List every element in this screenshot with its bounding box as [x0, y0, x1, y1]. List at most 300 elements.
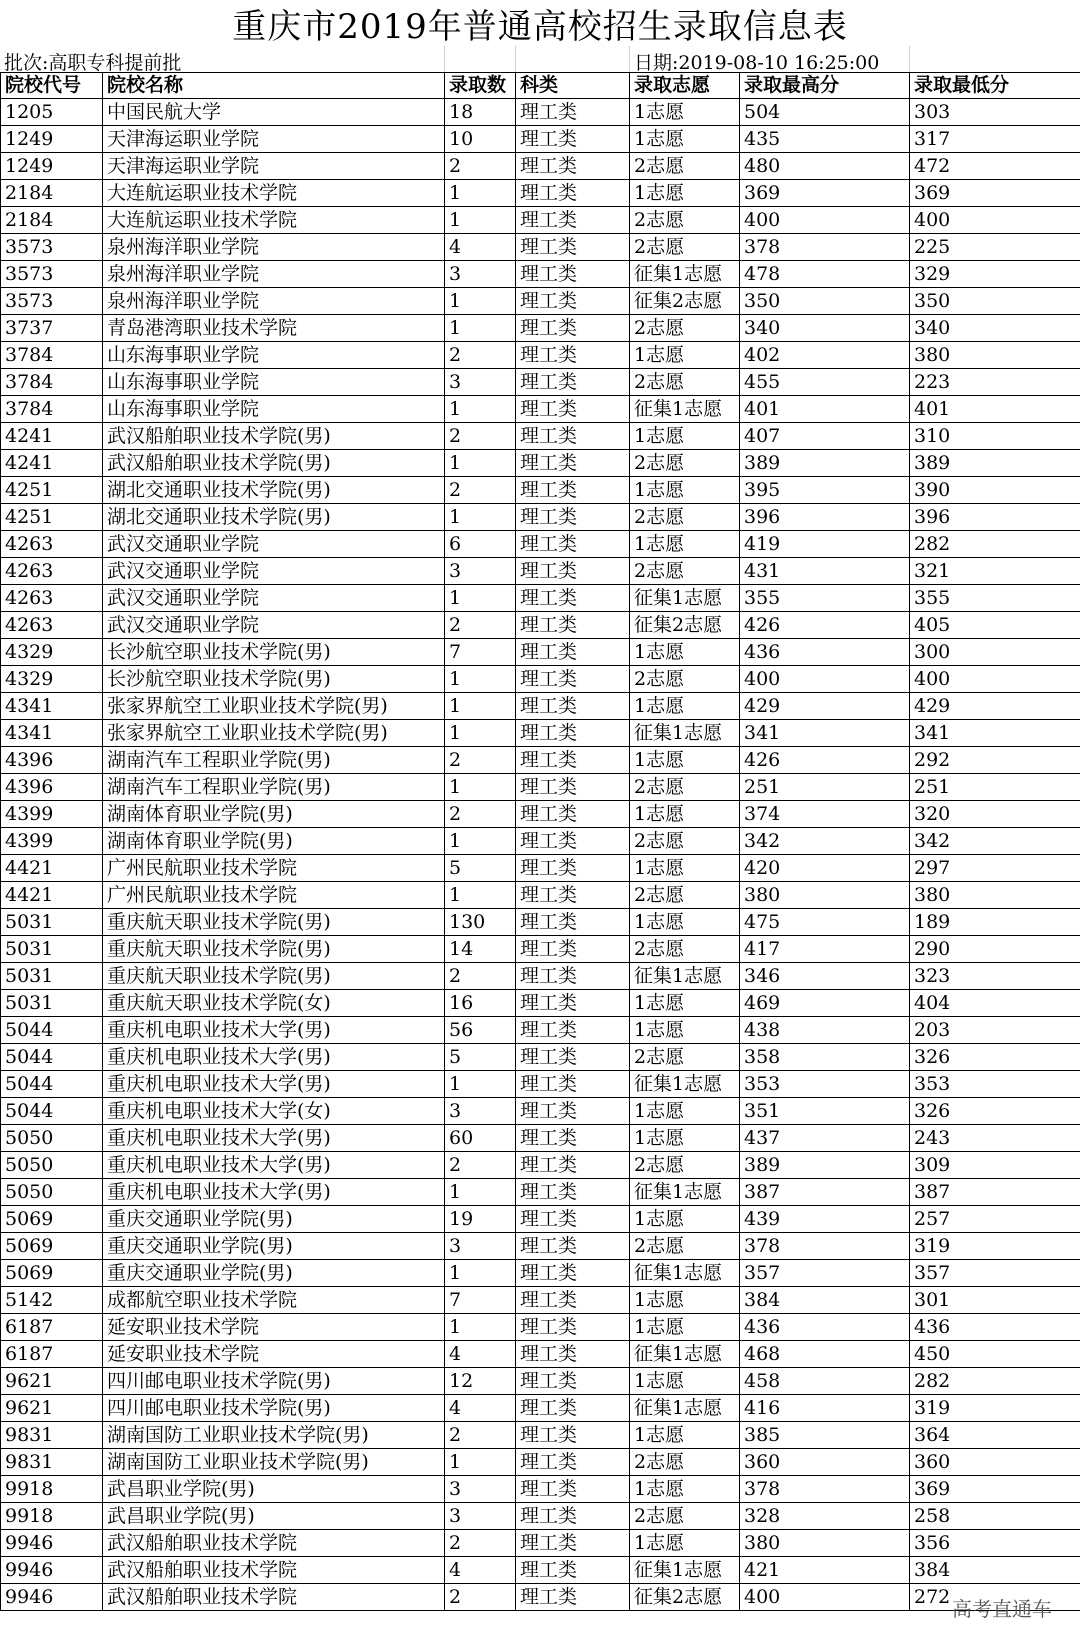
cell-min-score: 400	[910, 666, 1080, 693]
cell-choice: 2志愿	[630, 1503, 740, 1530]
table-row	[1, 639, 1080, 666]
cell-max-score: 380	[740, 1530, 910, 1557]
cell-max-score: 360	[740, 1449, 910, 1476]
cell-admit-count: 6	[445, 531, 516, 558]
cell-admit-count: 1	[445, 315, 516, 342]
cell-category: 理工类	[516, 342, 630, 369]
cell-min-score: 404	[910, 990, 1080, 1017]
cell-min-score: 436	[910, 1314, 1080, 1341]
cell-choice: 1志愿	[630, 423, 740, 450]
cell-admit-count: 19	[445, 1206, 516, 1233]
cell-min-score: 401	[910, 396, 1080, 423]
table-row	[1, 1233, 1080, 1260]
cell-min-score: 243	[910, 1125, 1080, 1152]
cell-min-score: 319	[910, 1395, 1080, 1422]
cell-max-score: 435	[740, 126, 910, 153]
cell-school-name: 泉州海洋职业学院	[103, 234, 445, 261]
cell-max-score: 426	[740, 747, 910, 774]
cell-school-name: 四川邮电职业技术学院(男)	[103, 1395, 445, 1422]
header-category: 科类	[516, 72, 630, 99]
cell-school-code: 5050	[1, 1125, 103, 1152]
cell-min-score: 369	[910, 180, 1080, 207]
cell-school-name: 泉州海洋职业学院	[103, 261, 445, 288]
cell-school-name: 重庆交通职业学院(男)	[103, 1233, 445, 1260]
cell-choice: 1志愿	[630, 342, 740, 369]
cell-admit-count: 4	[445, 234, 516, 261]
cell-school-code: 9946	[1, 1530, 103, 1557]
cell-school-name: 大连航运职业技术学院	[103, 207, 445, 234]
table-row	[1, 1206, 1080, 1233]
table-row	[1, 261, 1080, 288]
cell-school-name: 重庆航天职业技术学院(男)	[103, 963, 445, 990]
cell-choice: 2志愿	[630, 1044, 740, 1071]
cell-choice: 2志愿	[630, 450, 740, 477]
cell-admit-count: 1	[445, 585, 516, 612]
cell-school-code: 9621	[1, 1395, 103, 1422]
table-row	[1, 558, 1080, 585]
cell-choice: 1志愿	[630, 1125, 740, 1152]
cell-school-code: 4329	[1, 639, 103, 666]
cell-min-score: 321	[910, 558, 1080, 585]
table-row	[1, 693, 1080, 720]
cell-school-code: 4263	[1, 585, 103, 612]
cell-max-score: 475	[740, 909, 910, 936]
cell-category: 理工类	[516, 639, 630, 666]
cell-max-score: 431	[740, 558, 910, 585]
cell-max-score: 346	[740, 963, 910, 990]
cell-category: 理工类	[516, 774, 630, 801]
cell-school-code: 1249	[1, 153, 103, 180]
table-row	[1, 1071, 1080, 1098]
header-school-code: 院校代号	[1, 72, 103, 99]
cell-school-name: 武汉交通职业学院	[103, 558, 445, 585]
cell-choice: 征集2志愿	[630, 288, 740, 315]
cell-max-score: 400	[740, 666, 910, 693]
cell-school-code: 5044	[1, 1017, 103, 1044]
cell-admit-count: 2	[445, 612, 516, 639]
table-row	[1, 1368, 1080, 1395]
cell-max-score: 395	[740, 477, 910, 504]
table-row	[1, 450, 1080, 477]
cell-choice: 2志愿	[630, 153, 740, 180]
cell-school-name: 重庆机电职业技术大学(男)	[103, 1179, 445, 1206]
cell-admit-count: 1	[445, 882, 516, 909]
cell-category: 理工类	[516, 963, 630, 990]
cell-max-score: 439	[740, 1206, 910, 1233]
cell-min-score: 310	[910, 423, 1080, 450]
cell-admit-count: 1	[445, 828, 516, 855]
cell-choice: 征集1志愿	[630, 963, 740, 990]
table-row	[1, 1098, 1080, 1125]
cell-school-code: 5031	[1, 909, 103, 936]
cell-school-code: 3784	[1, 369, 103, 396]
cell-admit-count: 2	[445, 1530, 516, 1557]
cell-min-score: 384	[910, 1557, 1080, 1584]
info-row	[0, 46, 1080, 73]
cell-min-score: 472	[910, 153, 1080, 180]
cell-school-code: 5142	[1, 1287, 103, 1314]
cell-choice: 1志愿	[630, 1206, 740, 1233]
cell-school-code: 9621	[1, 1368, 103, 1395]
cell-choice: 1志愿	[630, 747, 740, 774]
cell-min-score: 396	[910, 504, 1080, 531]
cell-admit-count: 2	[445, 963, 516, 990]
table-row	[1, 234, 1080, 261]
cell-school-name: 武汉交通职业学院	[103, 585, 445, 612]
table-row	[1, 1341, 1080, 1368]
cell-category: 理工类	[516, 558, 630, 585]
cell-category: 理工类	[516, 1422, 630, 1449]
cell-min-score: 251	[910, 774, 1080, 801]
cell-admit-count: 1	[445, 666, 516, 693]
cell-school-code: 9946	[1, 1557, 103, 1584]
table-row	[1, 936, 1080, 963]
cell-min-score: 272	[910, 1584, 1080, 1611]
cell-school-code: 5050	[1, 1179, 103, 1206]
cell-school-code: 5031	[1, 990, 103, 1017]
cell-school-code: 4421	[1, 855, 103, 882]
cell-choice: 1志愿	[630, 801, 740, 828]
cell-admit-count: 5	[445, 855, 516, 882]
cell-category: 理工类	[516, 882, 630, 909]
table-row	[1, 1395, 1080, 1422]
cell-choice: 征集1志愿	[630, 585, 740, 612]
cell-category: 理工类	[516, 855, 630, 882]
cell-admit-count: 56	[445, 1017, 516, 1044]
cell-school-code: 5031	[1, 963, 103, 990]
cell-school-code: 5069	[1, 1233, 103, 1260]
cell-choice: 1志愿	[630, 1476, 740, 1503]
cell-max-score: 417	[740, 936, 910, 963]
cell-max-score: 436	[740, 1314, 910, 1341]
cell-school-name: 重庆航天职业技术学院(男)	[103, 936, 445, 963]
table-row	[1, 126, 1080, 153]
table-row	[1, 1476, 1080, 1503]
cell-min-score: 189	[910, 909, 1080, 936]
cell-max-score: 351	[740, 1098, 910, 1125]
cell-admit-count: 1	[445, 1449, 516, 1476]
cell-admit-count: 2	[445, 801, 516, 828]
cell-max-score: 378	[740, 234, 910, 261]
cell-school-name: 中国民航大学	[103, 99, 445, 126]
cell-admit-count: 7	[445, 639, 516, 666]
cell-school-name: 成都航空职业技术学院	[103, 1287, 445, 1314]
cell-category: 理工类	[516, 801, 630, 828]
cell-choice: 2志愿	[630, 558, 740, 585]
cell-admit-count: 2	[445, 1152, 516, 1179]
table-row	[1, 1584, 1080, 1611]
cell-school-name: 大连航运职业技术学院	[103, 180, 445, 207]
cell-category: 理工类	[516, 612, 630, 639]
table-row	[1, 1314, 1080, 1341]
cell-max-score: 401	[740, 396, 910, 423]
cell-max-score: 353	[740, 1071, 910, 1098]
cell-min-score: 380	[910, 882, 1080, 909]
cell-max-score: 426	[740, 612, 910, 639]
table-row	[1, 1503, 1080, 1530]
cell-category: 理工类	[516, 504, 630, 531]
cell-min-score: 369	[910, 1476, 1080, 1503]
cell-max-score: 357	[740, 1260, 910, 1287]
cell-school-code: 9918	[1, 1503, 103, 1530]
cell-choice: 2志愿	[630, 1449, 740, 1476]
cell-max-score: 458	[740, 1368, 910, 1395]
cell-admit-count: 2	[445, 342, 516, 369]
cell-school-name: 延安职业技术学院	[103, 1341, 445, 1368]
table-row	[1, 1179, 1080, 1206]
cell-school-name: 武汉船舶职业技术学院	[103, 1557, 445, 1584]
header-row	[1, 72, 1080, 99]
cell-admit-count: 4	[445, 1557, 516, 1584]
cell-school-code: 4396	[1, 747, 103, 774]
cell-admit-count: 3	[445, 558, 516, 585]
cell-choice: 征集2志愿	[630, 1584, 740, 1611]
cell-min-score: 364	[910, 1422, 1080, 1449]
cell-school-name: 武汉交通职业学院	[103, 531, 445, 558]
cell-school-name: 湖南汽车工程职业学院(男)	[103, 747, 445, 774]
cell-choice: 征集1志愿	[630, 1260, 740, 1287]
cell-school-code: 4251	[1, 477, 103, 504]
cell-school-name: 重庆交通职业学院(男)	[103, 1206, 445, 1233]
cell-school-name: 重庆机电职业技术大学(女)	[103, 1098, 445, 1125]
cell-admit-count: 4	[445, 1395, 516, 1422]
cell-school-name: 武汉船舶职业技术学院	[103, 1530, 445, 1557]
cell-min-score: 380	[910, 342, 1080, 369]
cell-school-code: 4341	[1, 693, 103, 720]
cell-min-score: 387	[910, 1179, 1080, 1206]
cell-choice: 1志愿	[630, 1017, 740, 1044]
cell-admit-count: 1	[445, 774, 516, 801]
cell-category: 理工类	[516, 1530, 630, 1557]
cell-school-code: 3573	[1, 261, 103, 288]
cell-choice: 征集1志愿	[630, 1557, 740, 1584]
cell-school-code: 5069	[1, 1260, 103, 1287]
cell-school-code: 3784	[1, 342, 103, 369]
cell-admit-count: 10	[445, 126, 516, 153]
cell-category: 理工类	[516, 1044, 630, 1071]
cell-category: 理工类	[516, 720, 630, 747]
cell-school-name: 湖南体育职业学院(男)	[103, 801, 445, 828]
cell-min-score: 450	[910, 1341, 1080, 1368]
cell-max-score: 384	[740, 1287, 910, 1314]
cell-choice: 1志愿	[630, 126, 740, 153]
cell-min-score: 301	[910, 1287, 1080, 1314]
cell-max-score: 342	[740, 828, 910, 855]
cell-school-name: 广州民航职业技术学院	[103, 855, 445, 882]
table-row	[1, 1449, 1080, 1476]
cell-max-score: 400	[740, 207, 910, 234]
cell-max-score: 402	[740, 342, 910, 369]
cell-choice: 2志愿	[630, 315, 740, 342]
cell-category: 理工类	[516, 1395, 630, 1422]
cell-school-code: 5044	[1, 1044, 103, 1071]
cell-max-score: 380	[740, 882, 910, 909]
cell-school-name: 湖北交通职业技术学院(男)	[103, 504, 445, 531]
cell-school-code: 9918	[1, 1476, 103, 1503]
cell-school-code: 4241	[1, 423, 103, 450]
cell-choice: 征集1志愿	[630, 1071, 740, 1098]
cell-min-score: 309	[910, 1152, 1080, 1179]
cell-category: 理工类	[516, 909, 630, 936]
table-row	[1, 720, 1080, 747]
cell-choice: 2志愿	[630, 1233, 740, 1260]
cell-choice: 征集1志愿	[630, 396, 740, 423]
cell-category: 理工类	[516, 936, 630, 963]
cell-category: 理工类	[516, 1341, 630, 1368]
cell-category: 理工类	[516, 180, 630, 207]
cell-choice: 1志愿	[630, 855, 740, 882]
cell-max-score: 369	[740, 180, 910, 207]
table-row	[1, 801, 1080, 828]
admission-table	[0, 72, 1080, 1611]
cell-school-name: 武汉交通职业学院	[103, 612, 445, 639]
cell-category: 理工类	[516, 1098, 630, 1125]
cell-school-name: 湖南汽车工程职业学院(男)	[103, 774, 445, 801]
cell-choice: 2志愿	[630, 774, 740, 801]
cell-max-score: 420	[740, 855, 910, 882]
cell-school-name: 湖南体育职业学院(男)	[103, 828, 445, 855]
cell-choice: 2志愿	[630, 936, 740, 963]
cell-choice: 1志愿	[630, 1422, 740, 1449]
cell-school-name: 重庆交通职业学院(男)	[103, 1260, 445, 1287]
cell-school-name: 武汉船舶职业技术学院	[103, 1584, 445, 1611]
cell-min-score: 323	[910, 963, 1080, 990]
cell-admit-count: 2	[445, 747, 516, 774]
cell-admit-count: 3	[445, 369, 516, 396]
cell-max-score: 389	[740, 450, 910, 477]
cell-choice: 征集1志愿	[630, 261, 740, 288]
cell-max-score: 396	[740, 504, 910, 531]
cell-category: 理工类	[516, 1287, 630, 1314]
cell-category: 理工类	[516, 666, 630, 693]
table-row	[1, 1017, 1080, 1044]
cell-choice: 征集1志愿	[630, 720, 740, 747]
cell-school-name: 湖南国防工业职业技术学院(男)	[103, 1422, 445, 1449]
cell-choice: 2志愿	[630, 504, 740, 531]
table-row	[1, 828, 1080, 855]
table-row	[1, 531, 1080, 558]
cell-min-score: 350	[910, 288, 1080, 315]
cell-admit-count: 1	[445, 1260, 516, 1287]
cell-category: 理工类	[516, 261, 630, 288]
cell-admit-count: 7	[445, 1287, 516, 1314]
cell-choice: 1志愿	[630, 531, 740, 558]
cell-category: 理工类	[516, 450, 630, 477]
table-row	[1, 1260, 1080, 1287]
cell-min-score: 400	[910, 207, 1080, 234]
cell-category: 理工类	[516, 126, 630, 153]
cell-admit-count: 4	[445, 1341, 516, 1368]
table-row	[1, 99, 1080, 126]
table-row	[1, 1152, 1080, 1179]
cell-category: 理工类	[516, 693, 630, 720]
cell-min-score: 297	[910, 855, 1080, 882]
cell-max-score: 385	[740, 1422, 910, 1449]
cell-school-code: 4263	[1, 558, 103, 585]
cell-category: 理工类	[516, 315, 630, 342]
cell-school-code: 4341	[1, 720, 103, 747]
header-max-score: 录取最高分	[740, 72, 910, 99]
cell-category: 理工类	[516, 396, 630, 423]
cell-category: 理工类	[516, 288, 630, 315]
cell-category: 理工类	[516, 1152, 630, 1179]
cell-choice: 1志愿	[630, 99, 740, 126]
cell-admit-count: 1	[445, 396, 516, 423]
cell-admit-count: 1	[445, 288, 516, 315]
cell-category: 理工类	[516, 1314, 630, 1341]
cell-admit-count: 2	[445, 423, 516, 450]
cell-category: 理工类	[516, 153, 630, 180]
cell-choice: 1志愿	[630, 693, 740, 720]
table-row	[1, 882, 1080, 909]
cell-school-name: 重庆航天职业技术学院(女)	[103, 990, 445, 1017]
cell-choice: 征集1志愿	[630, 1395, 740, 1422]
cell-min-score: 326	[910, 1098, 1080, 1125]
table-row	[1, 1422, 1080, 1449]
cell-min-score: 429	[910, 693, 1080, 720]
cell-school-code: 9831	[1, 1422, 103, 1449]
cell-school-code: 4421	[1, 882, 103, 909]
cell-max-score: 480	[740, 153, 910, 180]
cell-max-score: 355	[740, 585, 910, 612]
cell-school-name: 武昌职业学院(男)	[103, 1476, 445, 1503]
cell-school-code: 6187	[1, 1341, 103, 1368]
cell-admit-count: 5	[445, 1044, 516, 1071]
table-row	[1, 990, 1080, 1017]
cell-max-score: 421	[740, 1557, 910, 1584]
cell-category: 理工类	[516, 1557, 630, 1584]
cell-category: 理工类	[516, 1233, 630, 1260]
cell-school-code: 3784	[1, 396, 103, 423]
cell-choice: 2志愿	[630, 1152, 740, 1179]
table-row	[1, 585, 1080, 612]
cell-school-name: 山东海事职业学院	[103, 369, 445, 396]
cell-max-score: 341	[740, 720, 910, 747]
cell-category: 理工类	[516, 1476, 630, 1503]
cell-max-score: 407	[740, 423, 910, 450]
cell-category: 理工类	[516, 477, 630, 504]
table-row	[1, 396, 1080, 423]
cell-min-score: 390	[910, 477, 1080, 504]
cell-admit-count: 12	[445, 1368, 516, 1395]
table-row	[1, 180, 1080, 207]
cell-admit-count: 1	[445, 720, 516, 747]
cell-max-score: 478	[740, 261, 910, 288]
cell-max-score: 400	[740, 1584, 910, 1611]
cell-max-score: 436	[740, 639, 910, 666]
cell-admit-count: 18	[445, 99, 516, 126]
cell-max-score: 389	[740, 1152, 910, 1179]
cell-school-name: 广州民航职业技术学院	[103, 882, 445, 909]
cell-admit-count: 1	[445, 207, 516, 234]
cell-school-code: 2184	[1, 180, 103, 207]
cell-category: 理工类	[516, 369, 630, 396]
cell-school-code: 4251	[1, 504, 103, 531]
cell-school-name: 武昌职业学院(男)	[103, 1503, 445, 1530]
cell-school-name: 重庆机电职业技术大学(男)	[103, 1071, 445, 1098]
header-min-score: 录取最低分	[910, 72, 1080, 99]
table-row	[1, 1530, 1080, 1557]
cell-admit-count: 2	[445, 153, 516, 180]
batch-label: 批次:高职专科提前批	[4, 52, 182, 74]
cell-school-name: 泉州海洋职业学院	[103, 288, 445, 315]
cell-category: 理工类	[516, 990, 630, 1017]
cell-admit-count: 60	[445, 1125, 516, 1152]
cell-school-code: 4399	[1, 801, 103, 828]
cell-school-name: 青岛港湾职业技术学院	[103, 315, 445, 342]
table-row	[1, 1125, 1080, 1152]
cell-max-score: 387	[740, 1179, 910, 1206]
